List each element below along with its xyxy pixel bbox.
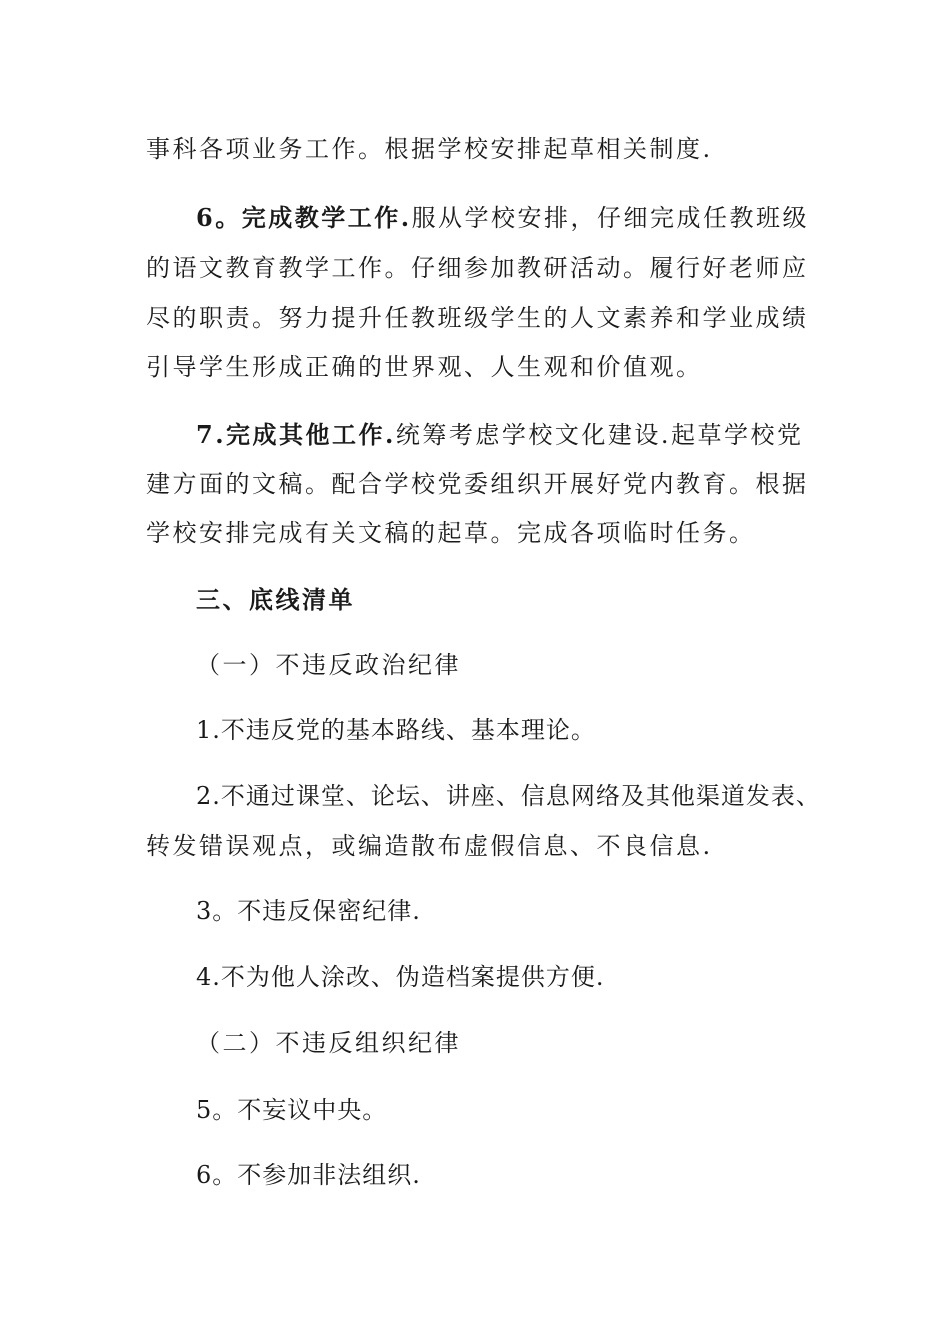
paragraph-line: 学校安排完成有关文稿的起草。完成各项临时任务。 [146,519,756,547]
subsection-title: （一）不违反政治纪律 [196,651,461,679]
paragraph-line: 尽的职责。努力提升任教班级学生的人文素养和学业成绩 [146,304,809,332]
paragraph-line: 事科各项业务工作。根据学校安排起草相关制度. [146,135,713,163]
list-item: 1.不违反党的基本路线、基本理论。 [196,716,596,744]
paragraph-7-text: 统筹考虑学校文化建设.起草学校党 [395,421,804,449]
list-item: 6。不参加非法组织. [196,1161,421,1189]
paragraph-6-text: 服从学校安排，仔细完成任教班级 [411,204,810,232]
list-item: 4.不为他人涂改、伪造档案提供方便. [196,963,605,991]
paragraph-6-first-line [196,203,809,233]
subsection-title: （二）不违反组织纪律 [196,1029,461,1057]
section-title: 三、底线清单 [196,585,355,614]
list-item-continuation: 转发错误观点，或编造散布虚假信息、不良信息. [146,832,713,860]
paragraph-line: 引导学生形成正确的世界观、人生观和价值观。 [146,353,703,381]
list-item: 2.不通过课堂、论坛、讲座、信息网络及其他渠道发表、 [196,782,821,810]
list-item: 5。不妄议中央。 [196,1096,388,1124]
paragraph-line: 的语文教育教学工作。仔细参加教研活动。履行好老师应 [146,254,809,282]
paragraph-7-heading: 7.完成其他工作. [196,420,396,449]
paragraph-6-heading: 6。完成教学工作. [196,203,412,232]
list-item: 3。不违反保密纪律. [196,897,421,925]
paragraph-7-first-line [196,420,804,450]
paragraph-line: 建方面的文稿。配合学校党委组织开展好党内教育。根据 [146,470,809,498]
